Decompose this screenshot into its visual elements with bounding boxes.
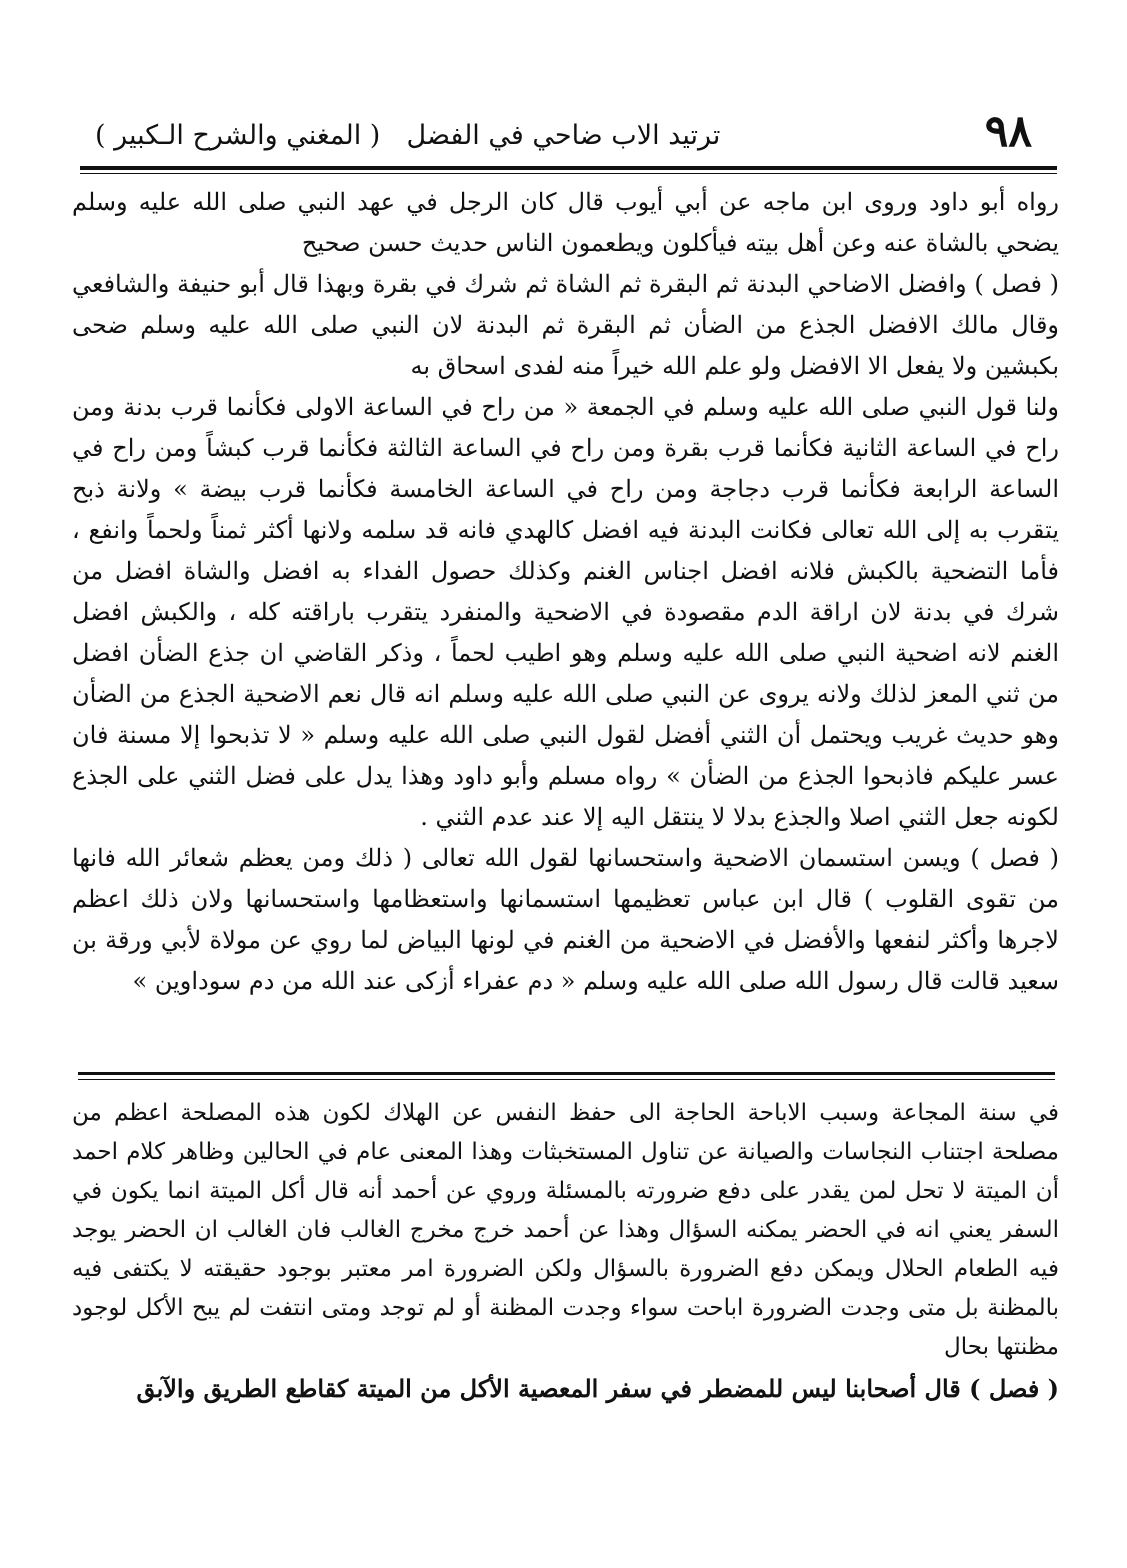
page-header [95,104,1032,164]
commentary-fasl-line: ( فصل ) قال أصحابنا ليس للمضطر في سفر المعصية الأكل من الميتة كقاطع الطريق والآبق [136,1374,1059,1403]
page-number: ٩٨ [984,106,1032,157]
section-divider [78,1072,1055,1075]
main-paragraph: رواه أبو داود وروى ابن ماجه عن أبي أيوب قال كان الرجل في عهد النبي صلى الله عليه وسلم يضحي بالشاة عنه وعن أهل بيته فيأكلون ويطعمون الناس حديث حسن صحيح [72,188,1059,257]
commentary-text [72,1094,1059,1408]
header-rule [80,166,1057,170]
main-paragraph: ( فصل ) ويسن استسمان الاضحية واستحسانها لقول الله تعالى ( ذلك ومن يعظم شعائر الله فانها من تقوى القلوب ) قال ابن عباس تعظيمها استسمانها واستعظامها واستحسانها ولان ذلك اعظم لاجرها وأكثر لنفعها والأفضل في الاضحية من الغنم في لونها البياض لما روي عن مولاة لأبي ورقة بن سعيد قالت قال رسول الله صلى الله عليه وسلم « دم عفراء أزكى عند الله من دم سوداوين » [72,844,1059,995]
main-text [72,182,1059,1002]
main-paragraph: ( فصل ) وافضل الاضاحي البدنة ثم البقرة ثم الشاة ثم شرك في بقرة وبهذا قال أبو حنيفة والشافعي وقال مالك الافضل الجذع من الضأن ثم البقرة ثم البدنة لان النبي صلى الله عليه وسلم ضحى بكبشين ولا يفعل الا الافضل ولو علم الله خيراً منه لفدى اسحاق به [72,270,1059,380]
main-paragraph: ولنا قول النبي صلى الله عليه وسلم في الجمعة « من راح في الساعة الاولى فكأنما قرب بدنة ومن راح في الساعة الثانية فكأنما قرب بقرة ومن راح في الساعة الثالثة فكأنما قرب كبشاً ومن راح في الساعة الرابعة فكأنما قرب دجاجة ومن راح في الساعة الخامسة فكأنما قرب بيضة » ولانة ذبح يتقرب به إلى الله تعالى فكانت البدنة فيه افضل كالهدي فانه قد سلمه ولانها أكثر ثمناً ولحماً وانفع ، فأما التضحية بالكبش فلانه افضل اجناس الغنم وكذلك حصول الفداء به افضل والشاة افضل من شرك في بدنة لان اراقة الدم مقصودة في الاضحية والمنفرد يتقرب باراقته كله ، والكبش افضل الغنم لانه اضحية النبي صلى الله عليه وسلم وهو اطيب لحماً ، وذكر القاضي ان جذع الضأن افضل من ثني المعز لذلك ولانه يروى عن النبي صلى الله عليه وسلم انه قال نعم الاضحية الجذع من الضأن وهو حديث غريب ويحتمل أن الثني أفضل لقول النبي صلى الله عليه وسلم « لا تذبحوا إلا مسنة فان عسر عليكم فاذبحوا الجذع من الضأن » رواه مسلم وأبو داود وهذا يدل على فضل الثني على الجذع لكونه جعل الثني اصلا والجذع بدلا لا ينتقل اليه إلا عند عدم الثني . [72,393,1059,831]
running-title: ترتيد الاب ضاحي في الفضل [406,120,721,151]
book-title: ( المغني والشرح الـكبير ) [95,120,381,151]
commentary-paragraph: في سنة المجاعة وسبب الاباحة الحاجة الى حفظ النفس عن الهلاك لكون هذه المصلحة اعظم من مصلحة اجتناب النجاسات والصيانة عن تناول المستخبثات وهذا المعنى عام في الحالين وظاهر كلام احمد أن الميتة لا تحل لمن يقدر على دفع ضرورته بالمسئلة وروي عن أحمد أنه قال أكل الميتة انما يكون في السفر يعني انه في الحضر يمكنه السؤال وهذا عن أحمد خرج مخرج الغالب فان الغالب ان الحضر يوجد فيه الطعام الحلال ويمكن دفع الضرورة بالسؤال ولكن الضرورة امر معتبر بوجود حقيقته لا يكتفى فيه بالمظنة بل متى وجدت الضرورة اباحت سواء وجدت المظنة أو لم توجد ومتى انتفت لم يبح الأكل لوجود مظنتها بحال [72,1100,1060,1360]
